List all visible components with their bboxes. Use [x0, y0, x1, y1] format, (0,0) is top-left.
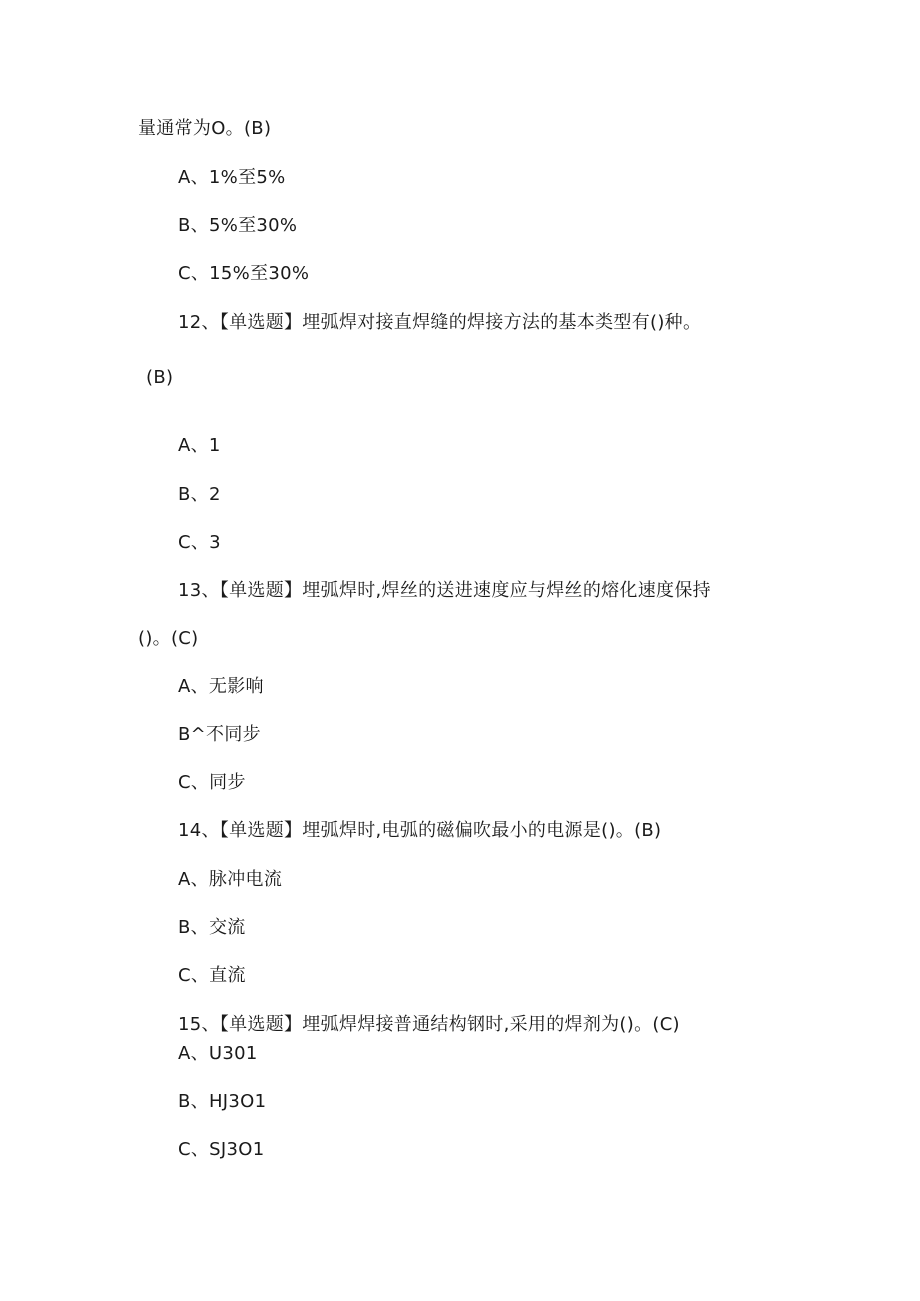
q15-question: 15、【单选题】埋弧焊焊接普通结构钢时,采用的焊剂为()。(C)	[178, 1014, 680, 1035]
q11-continuation: 量通常为O。(B)	[138, 118, 272, 139]
q14-option-c: C、直流	[178, 965, 246, 986]
q12-question: 12、【单选题】埋弧焊对接直焊缝的焊接方法的基本类型有()种。	[178, 312, 702, 333]
q15-option-a: A、U301	[178, 1043, 258, 1064]
q14-option-a: A、脉冲电流	[178, 869, 283, 890]
q12-option-c: C、3	[178, 532, 221, 553]
q14-question: 14、【单选题】埋弧焊时,电弧的磁偏吹最小的电源是()。(B)	[178, 820, 662, 841]
q14-option-b: B、交流	[178, 917, 246, 938]
q15-option-c: C、SJ3O1	[178, 1139, 265, 1160]
q13-option-a: A、无影响	[178, 676, 264, 697]
q11-option-c: C、15%至30%	[178, 263, 310, 284]
q11-option-b: B、5%至30%	[178, 215, 298, 236]
q13-continuation: ()。(C)	[138, 628, 199, 649]
q12-answer: (B)	[146, 367, 174, 388]
q13-option-c: C、同步	[178, 772, 246, 793]
q11-option-a: A、1%至5%	[178, 167, 286, 188]
q13-question: 13、【单选题】埋弧焊时,焊丝的送进速度应与焊丝的熔化速度保持	[178, 580, 711, 601]
q12-option-b: B、2	[178, 484, 221, 505]
q12-option-a: A、1	[178, 435, 221, 456]
q13-option-b: B^不同步	[178, 724, 261, 745]
q15-option-b: B、HJ3O1	[178, 1091, 267, 1112]
